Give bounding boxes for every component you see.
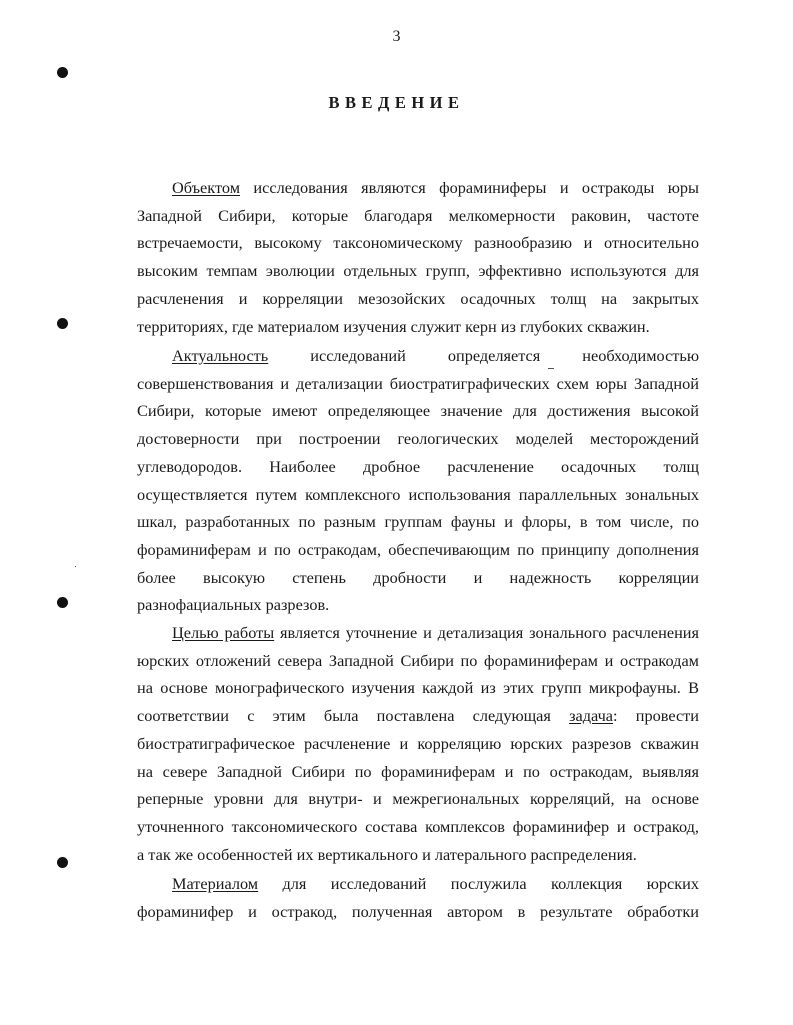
line-text: является уточнение и детализация зонального расчленения — [274, 623, 699, 642]
line-text: более высокую степень дробности и надежность корреляции — [137, 567, 699, 587]
line-text: встречаемости, высокому таксономическому разнообразию и относительно — [137, 233, 699, 253]
text-line — [137, 261, 699, 281]
punch-hole-3 — [57, 597, 68, 608]
text-line — [137, 233, 699, 253]
line-text: реперные уровни для внутри- и межрегиональных корреляций, на основе — [137, 789, 699, 809]
line-text: исследований определяется необходимостью — [268, 346, 699, 365]
line-text: территориях, где материалом изучения служит керн из глубоких скважин. — [137, 316, 650, 336]
text-line — [137, 540, 699, 560]
line-text: уточненного таксономического состава комплексов фораминифер и остракод, — [137, 816, 699, 836]
line-text: соответствии с этим была поставлена следующая — [137, 706, 570, 726]
line-text: шкал, разработанных по разным группам фауны и флоры, в том числе, по — [137, 512, 699, 532]
line-text: : провести — [613, 706, 700, 726]
text-line — [137, 789, 699, 809]
line-text: расчленения и корреляции мезозойских осадочных толщ на закрытых — [137, 288, 699, 308]
text-line — [137, 289, 699, 309]
line-text: Сибири, которые имеют определяющее значение для достижения высокой — [137, 401, 699, 421]
text-line — [137, 457, 699, 477]
line-text: осуществляется путем комплексного использования параллельных зональных — [137, 484, 699, 504]
punch-hole-1 — [57, 67, 68, 78]
text-line — [137, 512, 699, 532]
line-text: совершенствования и детализации биостратиграфических схем юры Западной — [137, 373, 699, 393]
text-line — [137, 902, 699, 922]
page-heading: ВВЕДЕНИЕ — [328, 93, 465, 112]
text-line — [172, 623, 699, 643]
text-line — [172, 346, 699, 366]
punch-hole-2 — [57, 318, 68, 329]
page-number: 3 — [392, 28, 401, 45]
text-line — [137, 317, 699, 337]
text-line — [137, 706, 699, 726]
text-line — [137, 568, 699, 588]
scan-speck — [548, 368, 554, 369]
text-line — [137, 734, 699, 754]
line-text: углеводородов. Наиболее дробное расчленение осадочных толщ — [137, 456, 699, 476]
text-line — [172, 178, 699, 198]
line-text: достоверности при построении геологических моделей месторождений — [137, 429, 699, 449]
line-text: биостратиграфическое расчленение и корреляцию юрских разрезов скважин — [137, 733, 699, 753]
line-text: Западной Сибири, которые благодаря мелкомерности раковин, частоте — [137, 205, 699, 225]
line-text: на основе монографического изучения каждой из этих групп микрофауны. В — [137, 678, 699, 698]
text-line — [137, 595, 699, 615]
line-text: на севере Западной Сибири по фораминиферам и по остракодам, выявляя — [137, 761, 699, 781]
text-line — [137, 401, 699, 421]
underlined-term: Материалом — [172, 874, 259, 893]
scan-speck — [75, 566, 76, 567]
text-line — [137, 429, 699, 449]
text-line — [137, 485, 699, 505]
punch-hole-4 — [57, 857, 68, 868]
line-text: высоким темпам эволюции отдельных групп, эффективно используются для — [137, 261, 699, 281]
underlined-term: Объектом — [172, 178, 241, 197]
text-line — [137, 374, 699, 394]
underlined-term: Целью работы — [172, 623, 275, 642]
text-line — [172, 874, 699, 894]
line-text: для исследований послужила коллекция юрских — [258, 874, 699, 893]
line-text: разнофациальных разрезов. — [137, 595, 330, 615]
line-text: а так же особенностей их вертикального и латерального распределения. — [137, 844, 637, 864]
line-text: фораминиферам и по остракодам, обеспечивающим по принципу дополнения — [137, 539, 699, 559]
line-text: фораминифер и остракод, полученная автором в результате обработки — [137, 901, 699, 921]
text-line — [137, 678, 699, 698]
text-line — [137, 845, 699, 865]
text-line — [137, 651, 699, 671]
underlined-term: Актуальность — [172, 346, 269, 365]
line-text: исследования являются фораминиферы и остракоды юры — [240, 178, 699, 197]
line-text: юрских отложений севера Западной Сибири по фораминиферам и остракодам — [137, 650, 699, 670]
text-line — [137, 762, 699, 782]
underlined-term: задача — [569, 706, 614, 726]
text-line — [137, 817, 699, 837]
text-line — [137, 206, 699, 226]
